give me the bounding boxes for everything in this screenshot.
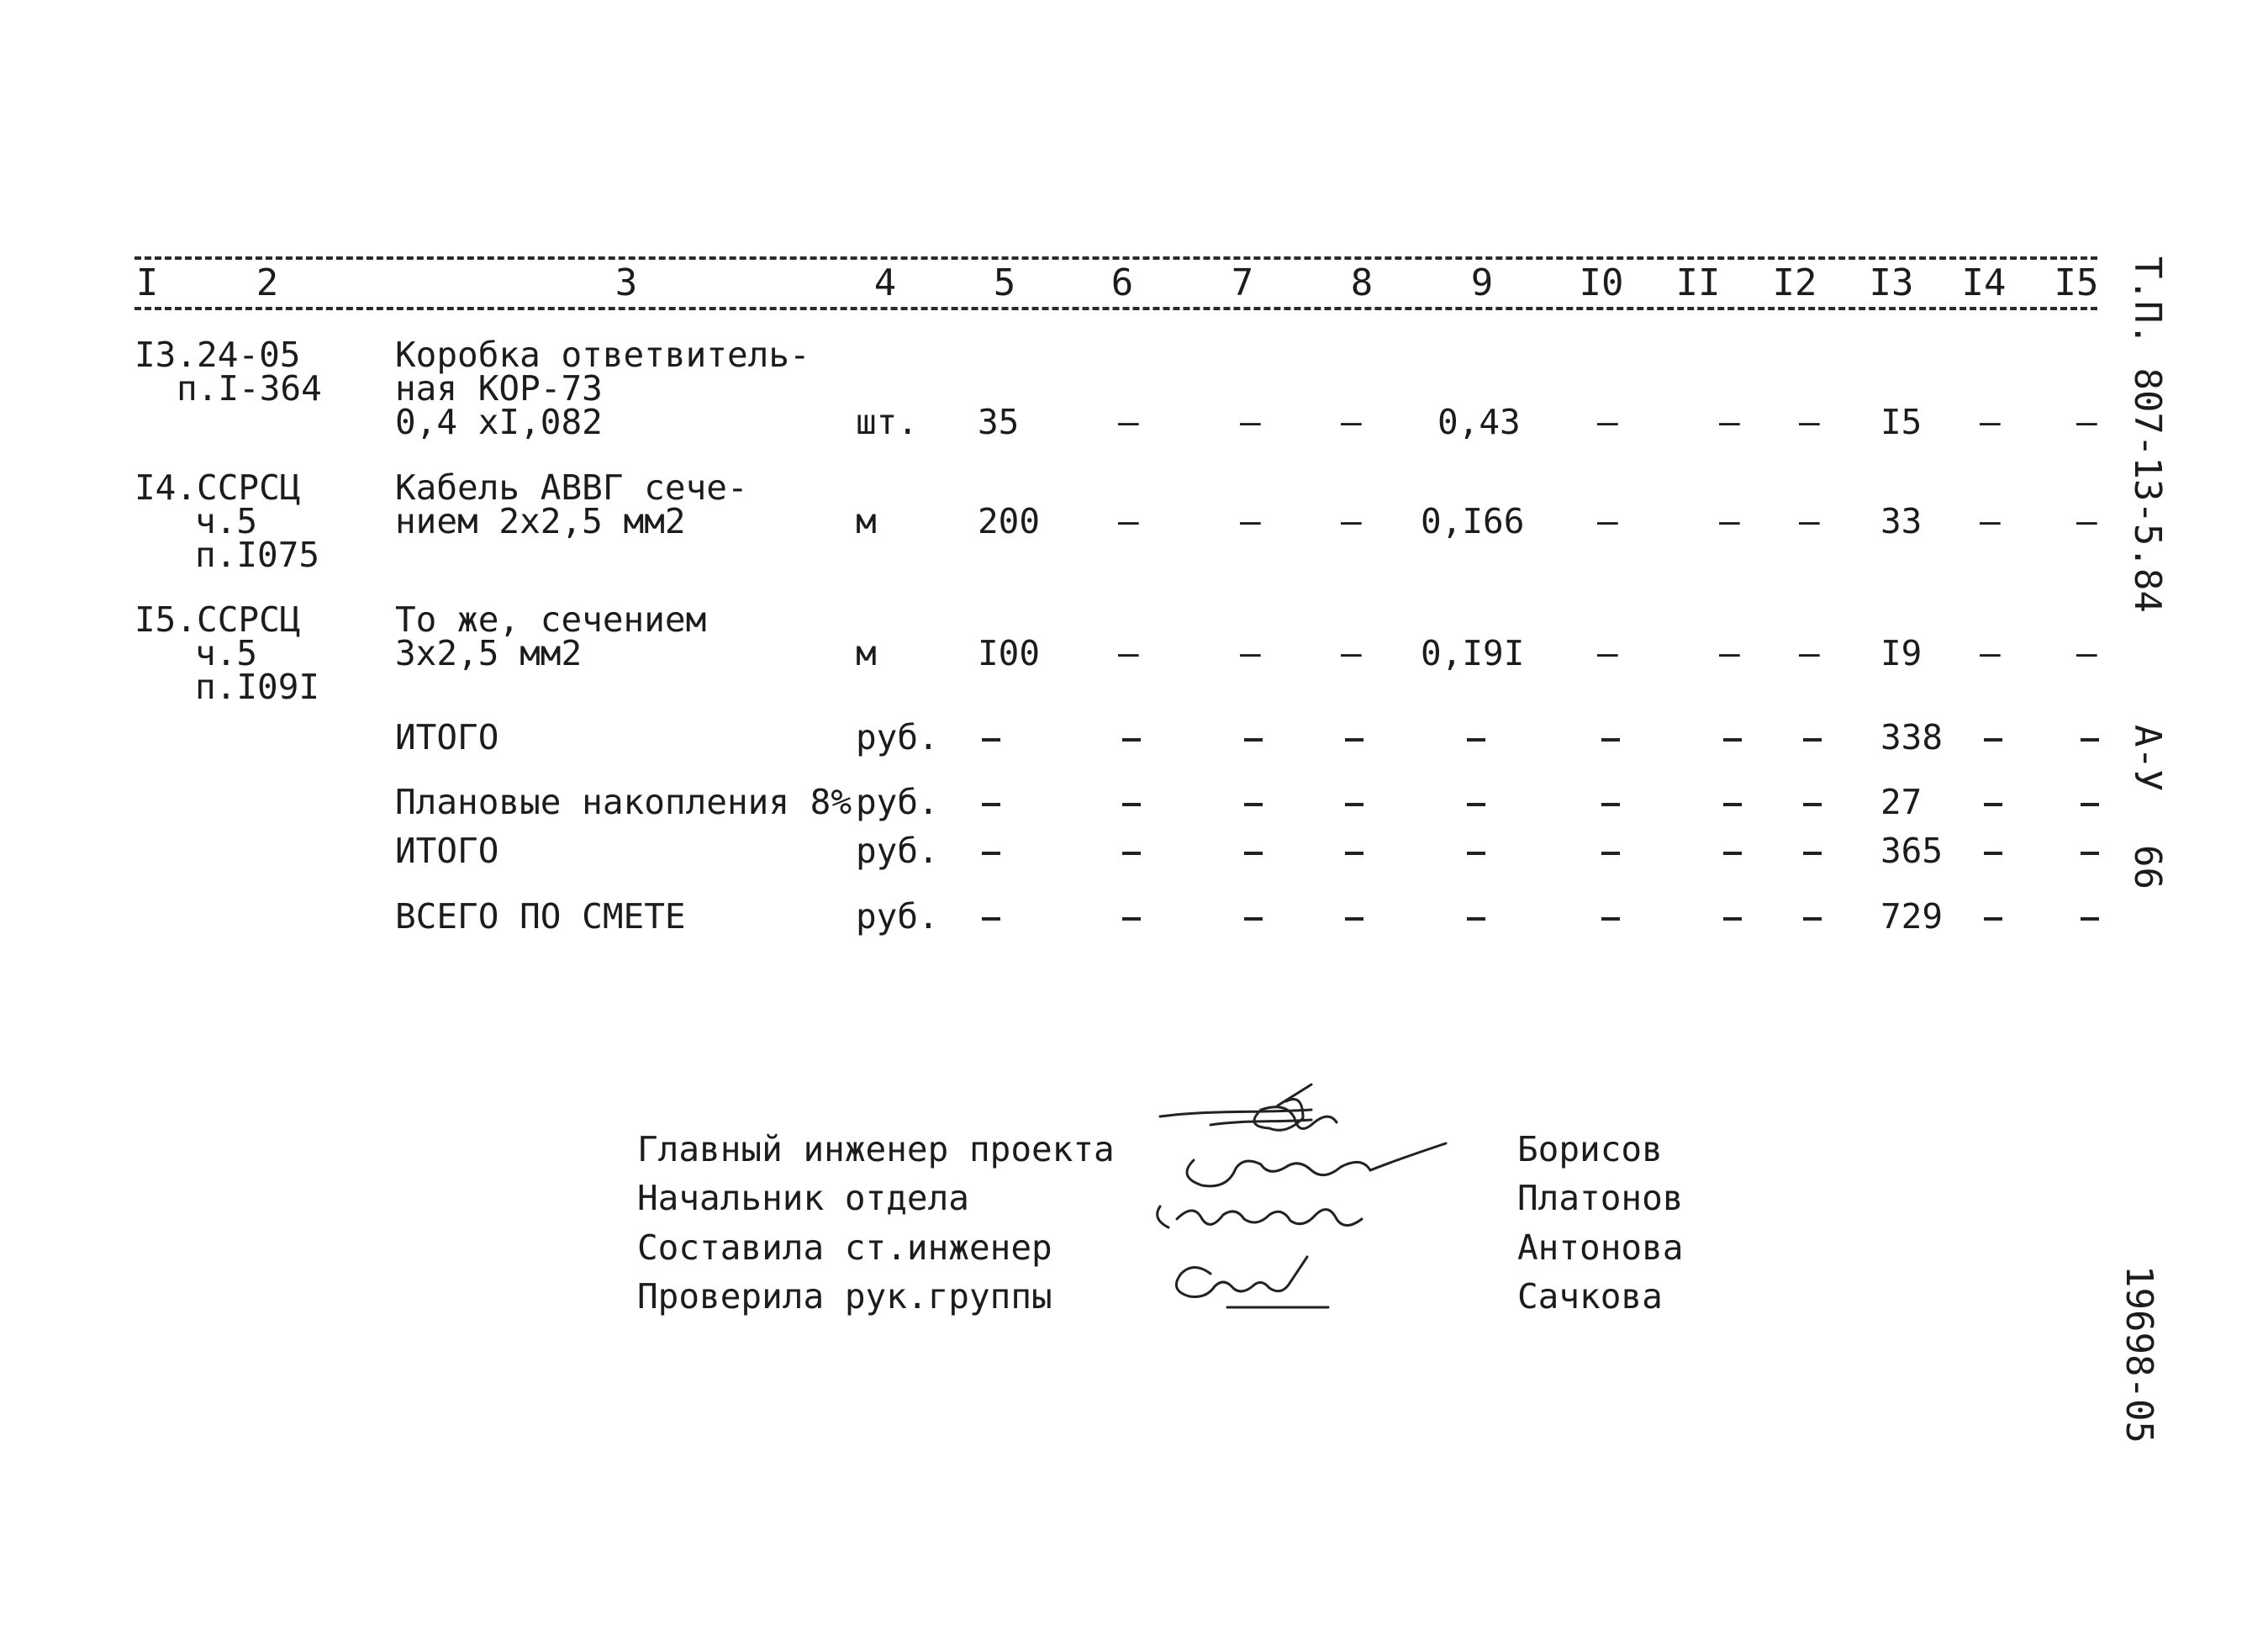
row2-col5: 200 bbox=[978, 501, 1041, 541]
row1-col5: 35 bbox=[978, 402, 1020, 442]
total3-dash-8 bbox=[1803, 852, 1822, 855]
total2-dash-8 bbox=[1803, 803, 1822, 806]
total2-dash-5 bbox=[1467, 803, 1485, 806]
album-label: А-У bbox=[2126, 725, 2169, 792]
row1-unit: шт. bbox=[856, 402, 919, 442]
row2-col6: – bbox=[1118, 501, 1139, 541]
row1-col11: – bbox=[1719, 402, 1740, 442]
total3-col13: 365 bbox=[1880, 831, 1944, 871]
row3-col10: – bbox=[1597, 633, 1618, 673]
total2-col13: 27 bbox=[1880, 782, 1923, 822]
row1-col10: – bbox=[1597, 402, 1618, 442]
col-header-4: 4 bbox=[873, 261, 897, 304]
row3-col9: 0,I9I bbox=[1421, 633, 1525, 673]
total4-unit: руб. bbox=[856, 896, 939, 937]
total2-dash-6 bbox=[1601, 803, 1620, 806]
row1-col14: – bbox=[1980, 402, 2001, 442]
row3-col6: – bbox=[1118, 633, 1139, 673]
total4-dash-7 bbox=[1723, 917, 1742, 921]
row3-col7: – bbox=[1240, 633, 1261, 673]
row1-col8: – bbox=[1341, 402, 1362, 442]
registration-number-label: 19698-05 bbox=[2118, 1265, 2160, 1444]
handwritten-signatures bbox=[1143, 1076, 1463, 1337]
row2-name-line2: нием 2х2,5 мм2 bbox=[395, 501, 686, 541]
col-header-5: 5 bbox=[993, 261, 1016, 304]
row2-col8: – bbox=[1341, 501, 1362, 541]
row3-col13: I9 bbox=[1880, 633, 1923, 673]
total4-col13: 729 bbox=[1880, 896, 1944, 937]
col-header-8: 8 bbox=[1350, 261, 1374, 304]
row1-code-line1: I3.24-05 bbox=[134, 335, 301, 375]
total4-dash-1 bbox=[982, 917, 1000, 921]
total3-dash-4 bbox=[1345, 852, 1363, 855]
total1-dash-3 bbox=[1244, 738, 1263, 742]
row2-col15: – bbox=[2076, 501, 2097, 541]
row3-col15: – bbox=[2076, 633, 2097, 673]
total4-dash-3 bbox=[1244, 917, 1263, 921]
col-header-1: I bbox=[135, 261, 159, 304]
total1-unit: руб. bbox=[856, 717, 939, 757]
total3-dash-2 bbox=[1122, 852, 1141, 855]
row2-col14: – bbox=[1980, 501, 2001, 541]
total2-dash-7 bbox=[1723, 803, 1742, 806]
total4-dash-2 bbox=[1122, 917, 1141, 921]
total3-dash-9 bbox=[1984, 852, 2002, 855]
col-header-15: I5 bbox=[2054, 261, 2099, 304]
col-header-6: 6 bbox=[1110, 261, 1134, 304]
total4-dash-4 bbox=[1345, 917, 1363, 921]
total1-dash-4 bbox=[1345, 738, 1363, 742]
signer4-role: Проверила рук.группы bbox=[637, 1276, 1052, 1317]
row1-col9: 0,43 bbox=[1437, 402, 1521, 442]
col-header-7: 7 bbox=[1231, 261, 1254, 304]
row3-col5: I00 bbox=[978, 633, 1041, 673]
header-bottom-rule bbox=[134, 307, 2097, 310]
total1-dash-9 bbox=[1984, 738, 2002, 742]
project-code-label: Т.П. 807-13-5.84 bbox=[2126, 256, 2169, 613]
row3-unit: м bbox=[856, 633, 877, 673]
col-header-11: II bbox=[1675, 261, 1721, 304]
total2-label: Плановые накопления 8% bbox=[395, 782, 852, 822]
row1-name-line1: Коробка ответвитель- bbox=[395, 335, 810, 375]
row1-col6: – bbox=[1118, 402, 1139, 442]
row1-col15: – bbox=[2076, 402, 2097, 442]
total1-col13: 338 bbox=[1880, 717, 1944, 757]
col-header-14: I4 bbox=[1961, 261, 2007, 304]
total3-dash-3 bbox=[1244, 852, 1263, 855]
total1-dash-8 bbox=[1803, 738, 1822, 742]
signer2-role: Начальник отдела bbox=[637, 1178, 969, 1218]
total1-dash-7 bbox=[1723, 738, 1742, 742]
row2-col13: 33 bbox=[1880, 501, 1923, 541]
row3-col11: – bbox=[1719, 633, 1740, 673]
row2-code-line2: ч.5 bbox=[195, 501, 258, 541]
row2-col12: – bbox=[1799, 501, 1820, 541]
col-header-13: I3 bbox=[1869, 261, 1914, 304]
total1-dash-6 bbox=[1601, 738, 1620, 742]
row1-col13: I5 bbox=[1880, 402, 1923, 442]
total4-label: ВСЕГО ПО СМЕТЕ bbox=[395, 896, 686, 937]
row2-col11: – bbox=[1719, 501, 1740, 541]
col-header-2: 2 bbox=[256, 261, 279, 304]
signer4-name: Сачкова bbox=[1517, 1276, 1663, 1317]
row2-code-line1: I4.ССРСЦ bbox=[134, 467, 301, 508]
total1-dash-10 bbox=[2081, 738, 2099, 742]
total1-dash-1 bbox=[982, 738, 1000, 742]
signer3-name: Антонова bbox=[1517, 1227, 1684, 1268]
total3-label: ИТОГО bbox=[395, 831, 499, 871]
total3-dash-10 bbox=[2081, 852, 2099, 855]
row3-col12: – bbox=[1799, 633, 1820, 673]
total4-dash-6 bbox=[1601, 917, 1620, 921]
header-top-rule bbox=[134, 256, 2097, 260]
total3-dash-7 bbox=[1723, 852, 1742, 855]
total4-dash-10 bbox=[2081, 917, 2099, 921]
row1-name-line2: ная КОР-73 bbox=[395, 368, 603, 409]
row3-col8: – bbox=[1341, 633, 1362, 673]
row1-name-line3: 0,4 хI,082 bbox=[395, 402, 603, 442]
page-number-label: 66 bbox=[2126, 845, 2169, 889]
total2-dash-3 bbox=[1244, 803, 1263, 806]
signer1-name: Борисов bbox=[1517, 1129, 1663, 1169]
signer2-name: Платонов bbox=[1517, 1178, 1684, 1218]
total2-unit: руб. bbox=[856, 782, 939, 822]
signer3-role: Составила ст.инженер bbox=[637, 1227, 1052, 1268]
total2-dash-9 bbox=[1984, 803, 2002, 806]
total4-dash-5 bbox=[1467, 917, 1485, 921]
row3-name-line2: 3х2,5 мм2 bbox=[395, 633, 583, 673]
row3-code-line2: ч.5 bbox=[195, 633, 258, 673]
row1-code-line2: п.I-364 bbox=[177, 368, 322, 409]
total3-dash-6 bbox=[1601, 852, 1620, 855]
total1-label: ИТОГО bbox=[395, 717, 499, 757]
total1-dash-2 bbox=[1122, 738, 1141, 742]
total2-dash-2 bbox=[1122, 803, 1141, 806]
row1-col12: – bbox=[1799, 402, 1820, 442]
signer1-role: Главный инженер проекта bbox=[637, 1129, 1115, 1169]
row1-col7: – bbox=[1240, 402, 1261, 442]
total3-dash-1 bbox=[982, 852, 1000, 855]
total3-unit: руб. bbox=[856, 831, 939, 871]
total2-dash-10 bbox=[2081, 803, 2099, 806]
row2-code-line3: п.I075 bbox=[195, 535, 320, 575]
col-header-3: 3 bbox=[614, 261, 638, 304]
total4-dash-9 bbox=[1984, 917, 2002, 921]
row2-name-line1: Кабель АВВГ сече- bbox=[395, 467, 748, 508]
row3-col14: – bbox=[1980, 633, 2001, 673]
row2-col10: – bbox=[1597, 501, 1618, 541]
total2-dash-1 bbox=[982, 803, 1000, 806]
col-header-9: 9 bbox=[1470, 261, 1494, 304]
row3-code-line1: I5.ССРСЦ bbox=[134, 599, 301, 640]
row2-col7: – bbox=[1240, 501, 1261, 541]
total3-dash-5 bbox=[1467, 852, 1485, 855]
total1-dash-5 bbox=[1467, 738, 1485, 742]
row2-col9: 0,I66 bbox=[1421, 501, 1525, 541]
row3-code-line3: п.I09I bbox=[195, 667, 320, 707]
total2-dash-4 bbox=[1345, 803, 1363, 806]
col-header-10: I0 bbox=[1579, 261, 1624, 304]
col-header-12: I2 bbox=[1772, 261, 1817, 304]
total4-dash-8 bbox=[1803, 917, 1822, 921]
row2-unit: м bbox=[856, 501, 877, 541]
row3-name-line1: То же, сечением bbox=[395, 599, 707, 640]
